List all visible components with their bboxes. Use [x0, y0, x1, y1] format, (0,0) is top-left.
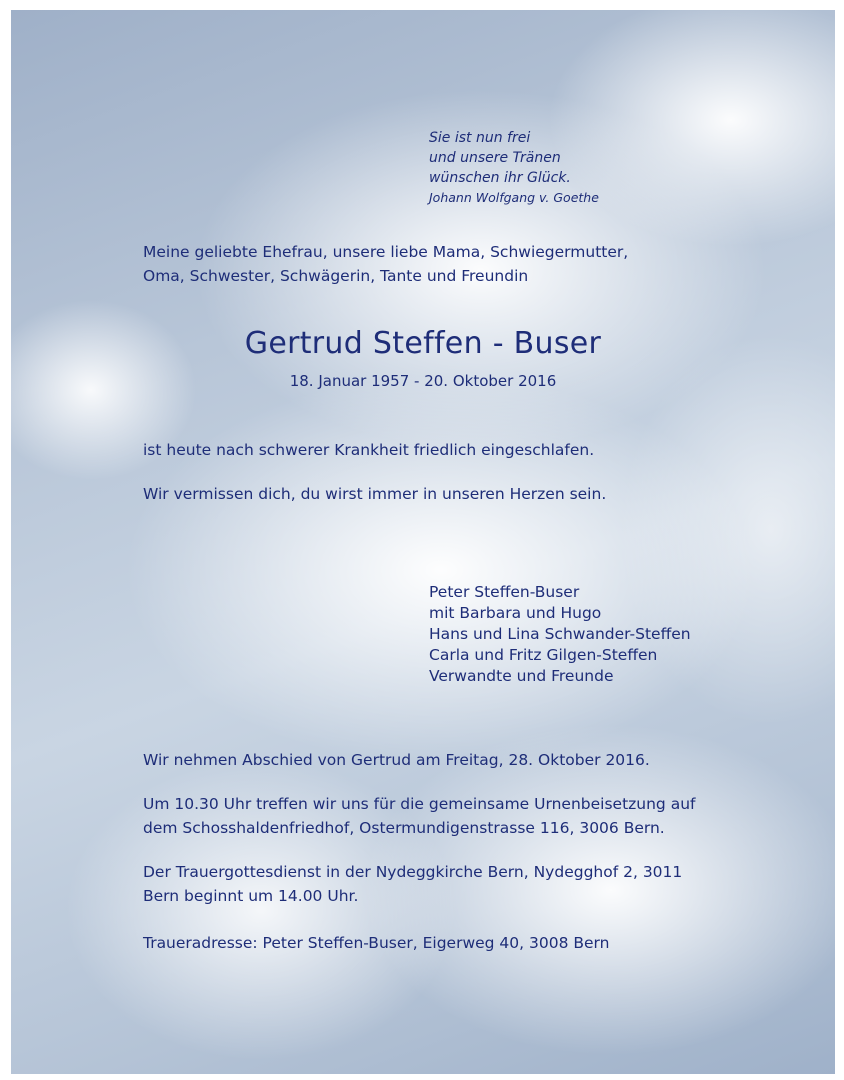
message-line: Wir vermissen dich, du wirst immer in unseren Herzen sein. [143, 485, 607, 503]
life-dates: 18. Januar 1957 - 20. Oktober 2016 [289, 372, 557, 390]
mourner-item: Peter Steffen-Buser [429, 583, 580, 601]
service-line: Bern beginnt um 14.00 Uhr. [143, 887, 359, 905]
deceased-name: Gertrud Steffen - Buser [244, 326, 602, 361]
farewell-details [143, 748, 695, 908]
quote-line: und unsere Tränen [429, 150, 561, 166]
mourning-address: Traueradresse: Peter Steffen-Buser, Eigerweg 40, 3008 Bern [143, 934, 610, 952]
message-line: ist heute nach schwerer Krankheit friedlich eingeschlafen. [143, 441, 595, 459]
mourner-item: Hans und Lina Schwander-Steffen [429, 625, 691, 643]
obituary-card [11, 10, 835, 1074]
burial-line: Um 10.30 Uhr treffen wir uns für die gemeinsame Urnenbeisetzung auf [143, 795, 696, 813]
intro-line: Oma, Schwester, Schwägerin, Tante und Freundin [143, 267, 529, 285]
quote-author: Johann Wolfgang v. Goethe [429, 190, 599, 205]
quote-line: wünschen ihr Glück. [429, 170, 571, 186]
goethe-quote [429, 128, 599, 208]
mourner-item: Verwandte und Freunde [429, 667, 614, 685]
intro-text [143, 240, 628, 288]
farewell-date-line: Wir nehmen Abschied von Gertrud am Freitag, 28. Oktober 2016. [143, 751, 650, 769]
quote-line: Sie ist nun frei [429, 130, 531, 146]
burial-line: dem Schosshaldenfriedhof, Ostermundigenstrasse 116, 3006 Bern. [143, 819, 665, 837]
mourner-item: mit Barbara und Hugo [429, 604, 602, 622]
service-line: Der Trauergottesdienst in der Nydeggkirche Bern, Nydegghof 2, 3011 [143, 863, 683, 881]
intro-line: Meine geliebte Ehefrau, unsere liebe Mama, Schwiegermutter, [143, 243, 629, 261]
mourners-list [429, 582, 691, 687]
mourner-item: Carla und Fritz Gilgen-Steffen [429, 646, 658, 664]
message-text [143, 438, 606, 506]
